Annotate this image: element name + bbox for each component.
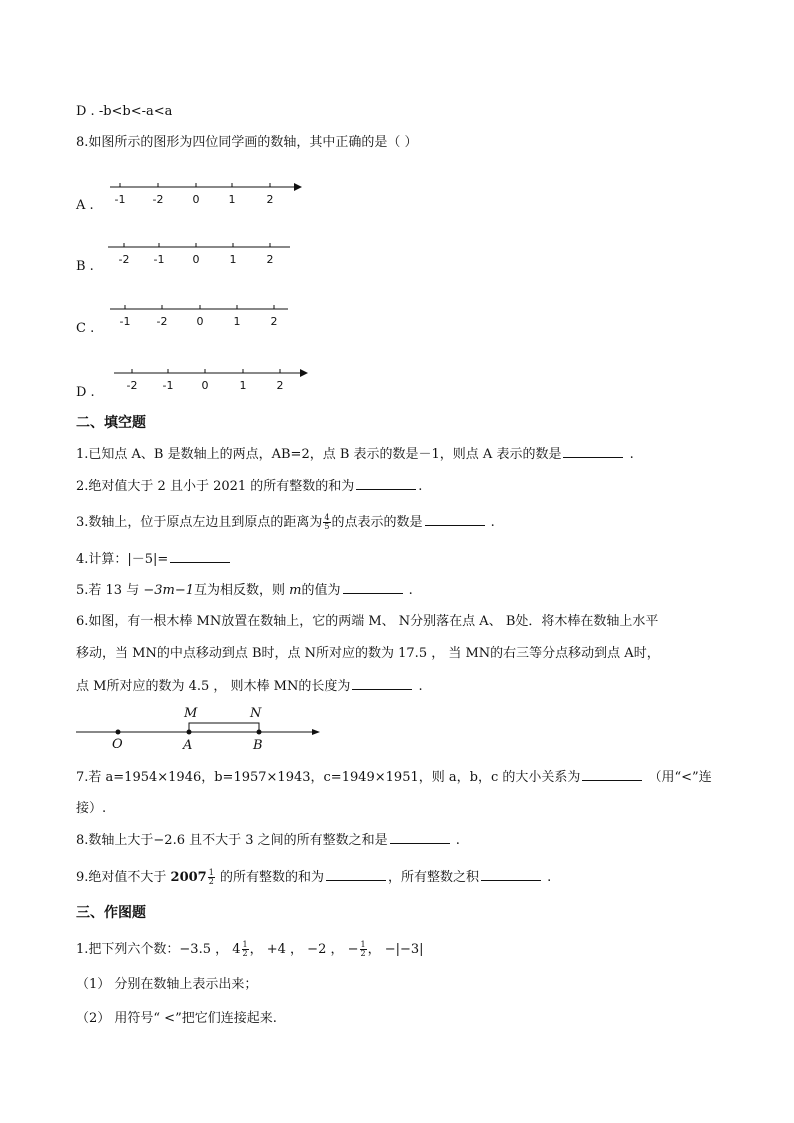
q8-option-b-axis: [106, 238, 306, 268]
label-a: A: [183, 738, 193, 753]
axis-tick-label: 1: [228, 193, 236, 206]
fill-q6-line3: 点 M所对应的数为 4.5 ， 则木棒 MN的长度为 .: [76, 676, 423, 697]
answer-blank[interactable]: [170, 549, 230, 563]
answer-blank[interactable]: [390, 830, 450, 844]
answer-blank[interactable]: [582, 767, 642, 781]
fraction: $\frac{1}{2}$: [360, 940, 366, 958]
arrow-head: [312, 729, 320, 735]
fraction: $\frac{1}{2}$: [242, 940, 248, 958]
q8-option-c-label: C .: [76, 321, 95, 336]
question-8-stem: 8.如图所示的图形为四位同学画的数轴，其中正确的是（ ）: [76, 135, 418, 150]
answer-blank[interactable]: [425, 512, 485, 526]
q8-option-a-label: A .: [76, 198, 94, 213]
fill-q8: 8.数轴上大于−2.6 且不大于 3 之间的所有整数之和是 .: [76, 830, 460, 851]
label-m: M: [184, 706, 198, 721]
fill-q4: 4.计算：|－5|=: [76, 549, 232, 570]
fill-q3: 3.数轴上，位于原点左边且到原点的距离为 $\frac{4}{5}$ 的点表示的数是 .: [76, 513, 495, 531]
axis-tick-label: -2: [118, 253, 130, 266]
axis-tick-label: -2: [152, 193, 164, 206]
draw-sub1: （1） 分别在数轴上表示出来；: [76, 977, 258, 992]
section-3-title: 三、作图题: [76, 905, 146, 921]
point-a: [187, 730, 192, 735]
answer-blank[interactable]: [343, 580, 403, 594]
axis-tick-label: -2: [156, 315, 168, 328]
q8-option-c-axis: [106, 300, 306, 330]
section-2-title: 二、填空题: [76, 415, 146, 431]
answer-blank[interactable]: [481, 867, 541, 881]
fraction: $\frac{1}{2}$: [208, 868, 214, 886]
axis-tick-label: 0: [192, 253, 200, 266]
q8-option-b-label: B .: [76, 259, 94, 274]
axis-tick-label: 1: [233, 315, 241, 328]
option-d-prev: D . -b<b<-a<a: [76, 104, 173, 119]
q8-option-d-label: D .: [76, 385, 95, 400]
mn-number-line-figure: [74, 703, 326, 753]
answer-blank[interactable]: [326, 867, 386, 881]
axis-tick-label: 2: [266, 253, 274, 266]
fill-q6-line2: 移动，当 MN的中点移动到点 B时，点 N所对应的数为 17.5 ， 当 MN的右三等分点移动到点 A时，: [76, 646, 660, 661]
answer-blank[interactable]: [352, 676, 412, 690]
axis-tick-label: 0: [192, 193, 200, 206]
fill-q9: 9.绝对值不大于 2007 $\frac{1}{2}$ 的所有整数的和为 ，所有整数之积 .: [76, 868, 552, 886]
fill-q7-line1: 7.若 a=1954×1946，b=1957×1943，c=1949×1951，则 a，b，c 的大小关系为 （用“<”连: [76, 767, 712, 788]
label-o: O: [112, 737, 123, 752]
draw-sub2: （2） 用符号“ <”把它们连接起来.: [76, 1011, 277, 1026]
axis-tick-label: 2: [276, 379, 284, 392]
axis-tick-label: 1: [239, 379, 247, 392]
answer-blank[interactable]: [563, 444, 623, 458]
fill-q7-line2: 接）.: [76, 801, 107, 816]
axis-tick-label: 1: [229, 253, 237, 266]
label-n: N: [250, 706, 262, 721]
draw-q1: 1.把下列六个数：−3.5 ， 4 $\frac{1}{2}$ ， +4 ， −2 ， − $\frac{1}{2}$ ， −|−3|: [76, 940, 424, 958]
q8-option-a-axis: [106, 178, 306, 208]
axis-tick-label: -1: [162, 379, 174, 392]
fill-q6-line1: 6.如图，有一根木棒 MN放置在数轴上，它的两端 M、 N分别落在点 A、 B处．将木棒在数轴上水平: [76, 614, 659, 629]
answer-blank[interactable]: [356, 476, 416, 490]
axis-tick-label: 2: [270, 315, 278, 328]
stick-mn: [189, 723, 259, 732]
label-b: B: [253, 738, 263, 753]
q8-option-d-axis: [106, 364, 316, 394]
point-b: [257, 730, 262, 735]
axis-tick-label: 0: [201, 379, 209, 392]
fill-q5: 5.若 13 与 −3m−1互为相反数，则 m的值为 .: [76, 580, 413, 601]
fill-q1: 1.已知点 A、B 是数轴上的两点，AB=2，点 B 表示的数是－1，则点 A 表示的数是 .: [76, 444, 634, 465]
point-o: [116, 730, 121, 735]
axis-tick-label: 0: [196, 315, 204, 328]
axis-tick-label: -2: [126, 379, 138, 392]
fraction: $\frac{4}{5}$: [324, 513, 330, 531]
axis-tick-label: 2: [266, 193, 274, 206]
axis-tick-label: -1: [114, 193, 126, 206]
axis-tick-label: -1: [119, 315, 131, 328]
axis-tick-label: -1: [153, 253, 165, 266]
fill-q2: 2.绝对值大于 2 且小于 2021 的所有整数的和为 .: [76, 476, 422, 497]
